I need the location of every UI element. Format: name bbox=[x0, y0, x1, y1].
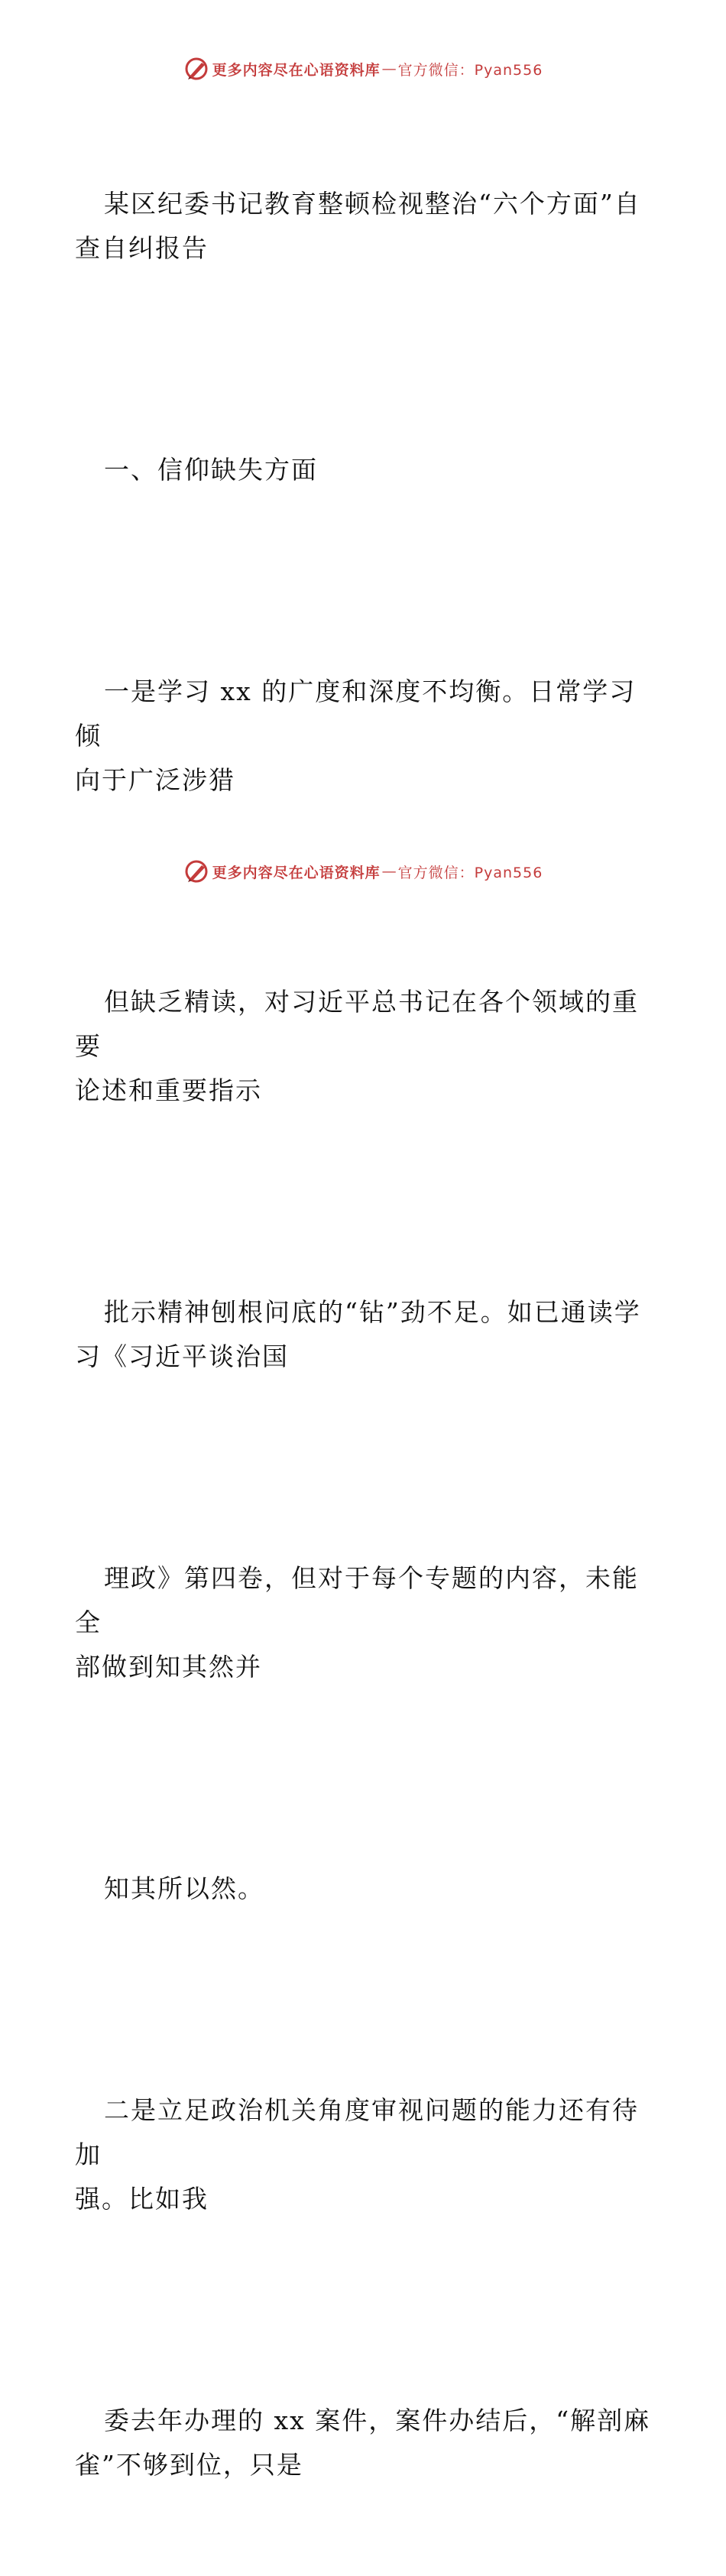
paragraph: 但缺乏精读，对习近平总书记在各个领域的重要 论述和重要指示 bbox=[75, 987, 639, 1105]
document-body bbox=[75, 93, 656, 2576]
document-title: 某区纪委书记教育整顿检视整治“六个方面”自 查自纠报告 bbox=[75, 189, 641, 263]
footer-watermark bbox=[0, 856, 726, 887]
paragraph: 批示精神刨根问底的“钻”劲不足。如已通读学 习《习近平谈治国 bbox=[75, 1297, 641, 1371]
header-watermark bbox=[0, 54, 726, 84]
section-heading: 一、信仰缺失方面 bbox=[104, 455, 318, 485]
watermark-label: 更多内容尽在心语资料库 bbox=[212, 61, 381, 79]
paragraph: 理政》第四卷，但对于每个专题的内容，未能全 部做到知其然并 bbox=[75, 1563, 639, 1682]
watermark-separator: — bbox=[381, 60, 397, 77]
pen-logo-icon bbox=[183, 56, 209, 82]
paragraph: 二是立足政治机关角度审视问题的能力还有待加 强。比如我 bbox=[75, 2095, 639, 2214]
paragraph: 委去年办理的 xx 案件，案件办结后，“解剖麻 雀”不够到位，只是 bbox=[75, 2406, 651, 2480]
watermark-label: 更多内容尽在心语资料库 bbox=[212, 864, 381, 881]
watermark-separator: — bbox=[381, 863, 397, 880]
watermark-contact: 官方微信：Pyan556 bbox=[397, 61, 543, 79]
paragraph: 知其所以然。 bbox=[104, 1874, 264, 1903]
pen-logo-icon bbox=[183, 858, 209, 884]
paragraph: 一是学习 xx 的广度和深度不均衡。日常学习倾 向于广泛涉猎 bbox=[75, 676, 637, 795]
watermark-contact: 官方微信：Pyan556 bbox=[397, 864, 543, 881]
